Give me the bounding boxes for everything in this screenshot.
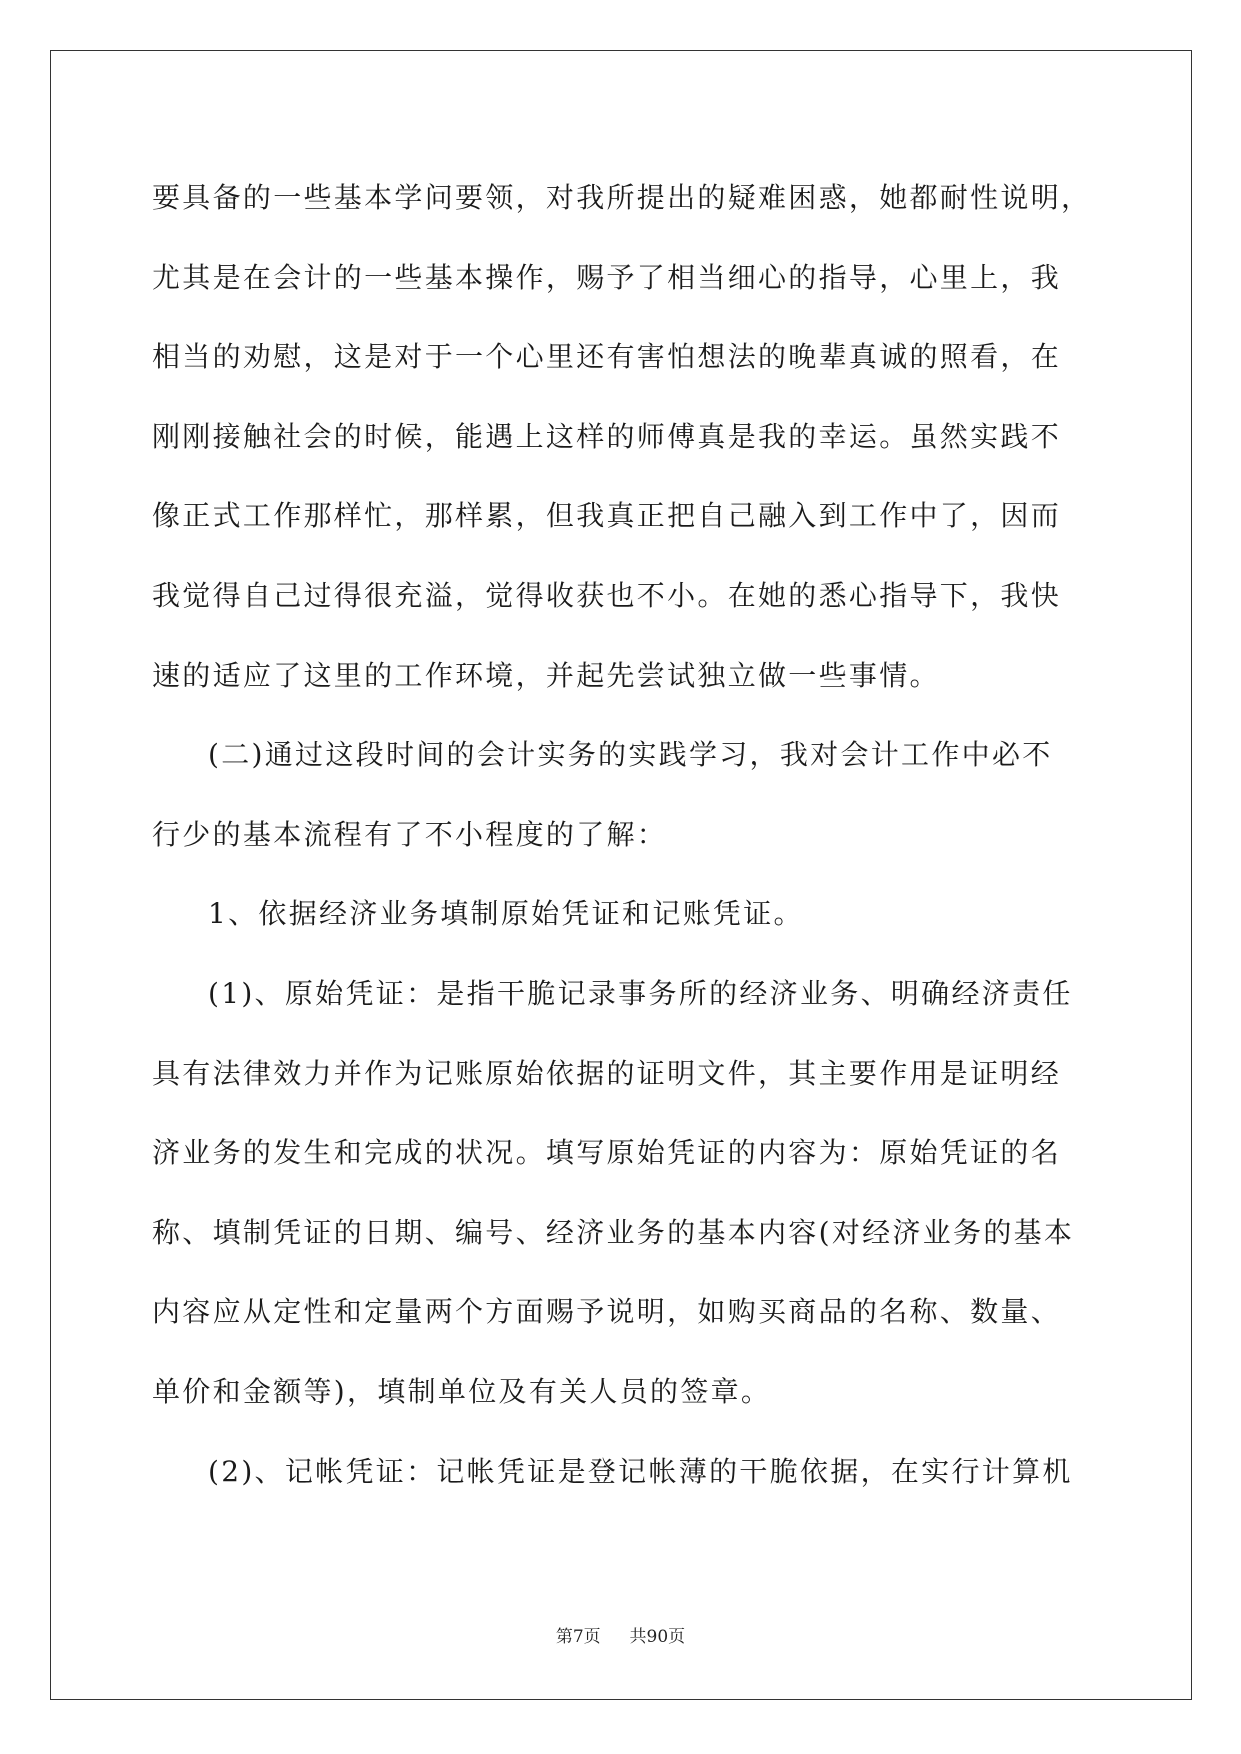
text-line-6: 我觉得自己过得很充溢，觉得收获也不小。在她的悉心指导下，我快: [152, 578, 1062, 612]
text-line-9: 行少的基本流程有了不小程度的了解：: [152, 817, 668, 851]
text-line-12: 具有法律效力并作为记账原始依据的证明文件，其主要作用是证明经: [152, 1056, 1062, 1090]
text-line-11: (1)、原始凭证：是指干脆记录事务所的经济业务、明确经济责任: [208, 976, 1073, 1010]
text-line-15: 内容应从定性和定量两个方面赐予说明，如购买商品的名称、数量、: [152, 1295, 1062, 1329]
text-line-5: 像正式工作那样忙，那样累，但我真正把自己融入到工作中了，因而: [152, 499, 1062, 533]
text-line-2: 尤其是在会计的一些基本操作，赐予了相当细心的指导，心里上，我: [152, 260, 1062, 294]
text-line-17: (2)、记帐凭证：记帐凭证是登记帐薄的干脆依据，在实行计算机: [208, 1454, 1073, 1488]
page-total: 共90页: [629, 1627, 686, 1647]
text-line-7: 速的适应了这里的工作环境，并起先尝试独立做一些事情。: [152, 658, 940, 692]
text-line-14: 称、填制凭证的日期、编号、经济业务的基本内容(对经济业务的基本: [152, 1215, 1075, 1249]
document-body: [152, 158, 1092, 1511]
page-footer: [0, 1622, 1241, 1647]
text-line-4: 刚刚接触社会的时候，能遇上这样的师傅真是我的幸运。虽然实践不: [152, 419, 1062, 453]
text-line-13: 济业务的发生和完成的状况。填写原始凭证的内容为：原始凭证的名: [152, 1136, 1062, 1170]
text-line-1: 要具备的一些基本学问要领，对我所提出的疑难困惑，她都耐性说明，: [152, 181, 1092, 214]
text-line-16: 单价和金额等)，填制单位及有关人员的签章。: [152, 1374, 772, 1408]
text-line-10: 1、依据经济业务填制原始凭证和记账凭证。: [208, 897, 804, 931]
page-number: 第7页: [555, 1627, 601, 1647]
text-line-8: (二)通过这段时间的会计实务的实践学习，我对会计工作中必不: [208, 738, 1053, 772]
text-line-3: 相当的劝慰，这是对于一个心里还有害怕想法的晚辈真诚的照看，在: [152, 340, 1062, 374]
